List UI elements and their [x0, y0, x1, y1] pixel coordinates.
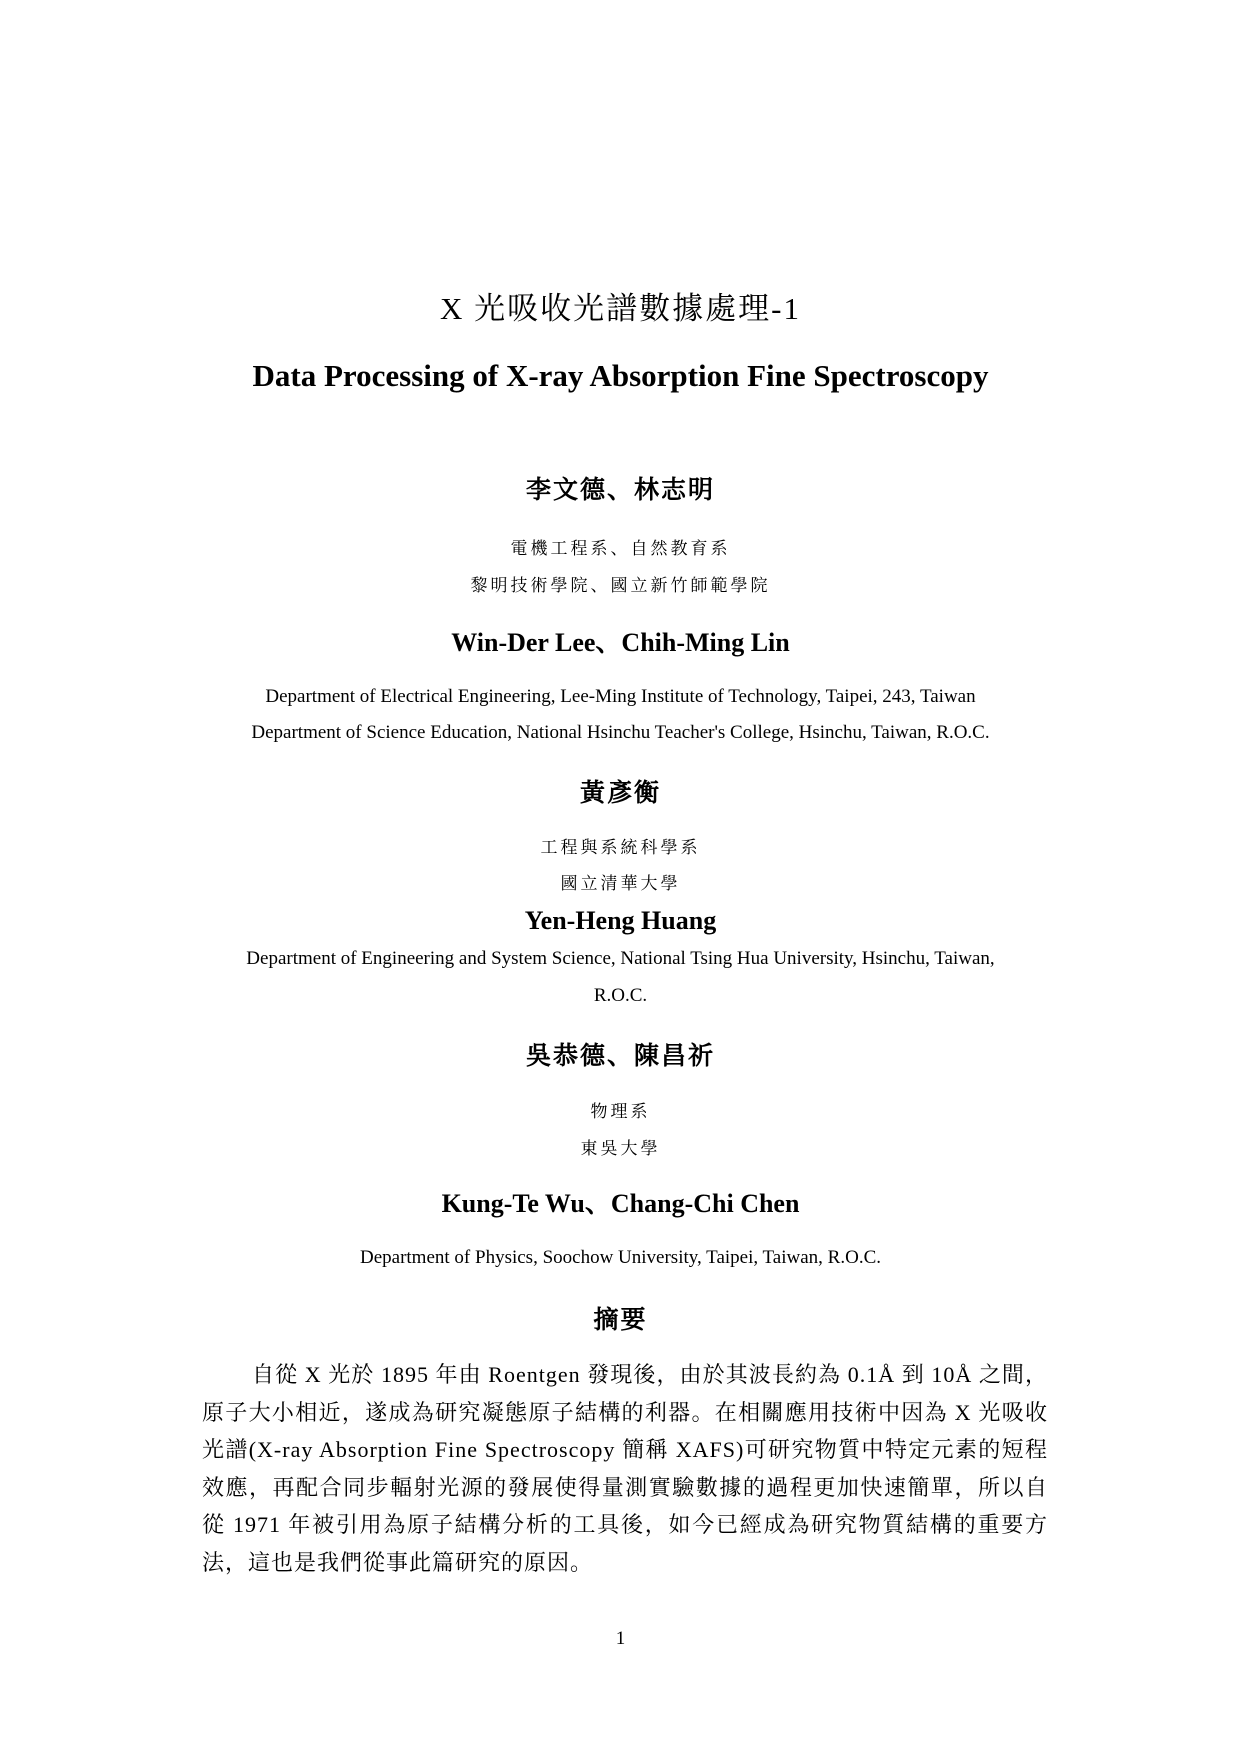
affiliation-chinese: 物理系: [590, 1102, 651, 1121]
affiliation-english: Department of Science Education, National Hsinchu Teacher's College, Hsinchu, Taiwan, R.O.C.: [251, 722, 990, 743]
affiliation-english: R.O.C.: [593, 985, 648, 1006]
abstract-body: 自從 X 光於 1895 年由 Roentgen 發現後，由於其波長約為 0.1Å 到 10Å 之間，原子大小相近，遂成為研究凝態原子結構的利器。在相關應用技術中因為 X 光吸收光譜(X-ray Absorption Fine Spectroscopy 簡稱 XAFS)可研究物質中特定元素的短程效應，再配合同步輻射光源的發展使得量測實驗數據的過程更加快速簡單，所以自從 1971 年被引用為原子結構分析的工具後，如今已經成為研究物質結構的重要方法，這也是我們從事此篇研究的原因。: [202, 1362, 1048, 1575]
title-english: Data Processing of X-ray Absorption Fine Spectroscopy: [252, 358, 989, 393]
affiliation-chinese: 電機工程系、自然教育系: [510, 539, 731, 558]
author-names-chinese: 黃彥衡: [579, 780, 661, 807]
affiliation-english: Department of Engineering and System Science, National Tsing Hua University, Hsinchu, Taiwan,: [246, 948, 995, 969]
author-names-english: Win-Der Lee、Chih-Ming Lin: [451, 628, 790, 657]
page-number: 1: [615, 1628, 626, 1649]
affiliation-english: Department of Physics, Soochow University, Taipei, Taiwan, R.O.C.: [359, 1247, 881, 1268]
title-chinese: X 光吸收光譜數據處理-1: [440, 291, 801, 326]
author-names-chinese: 吳恭德、陳昌祈: [525, 1043, 715, 1070]
abstract-heading: 摘要: [593, 1307, 648, 1334]
affiliation-chinese: 黎明技術學院、國立新竹師範學院: [470, 576, 771, 595]
affiliation-chinese: 東吳大學: [580, 1139, 661, 1158]
affiliation-chinese: 國立清華大學: [560, 874, 681, 893]
author-names-english: Yen-Heng Huang: [524, 906, 717, 935]
author-names-english: Kung-Te Wu、Chang-Chi Chen: [441, 1189, 800, 1218]
affiliation-english: Department of Electrical Engineering, Lee-Ming Institute of Technology, Taipei, 243, Taiwan: [265, 686, 976, 707]
author-names-chinese: 李文德、林志明: [525, 477, 715, 504]
affiliation-chinese: 工程與系統科學系: [540, 838, 701, 857]
